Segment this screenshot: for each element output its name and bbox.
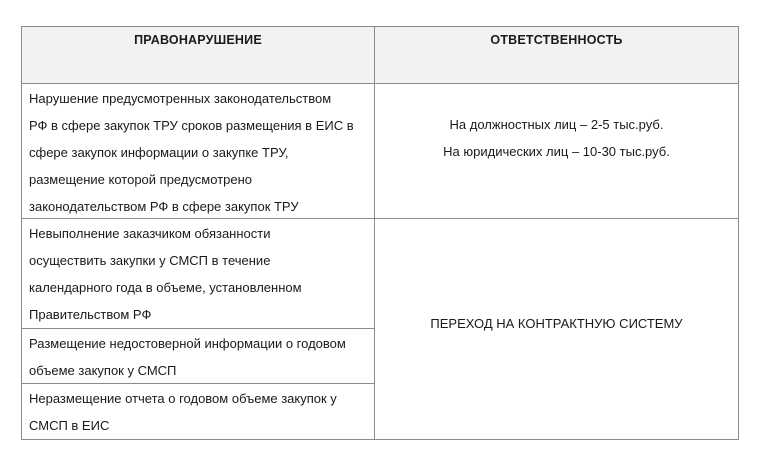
violation-text-line: сфере закупок информации о закупке ТРУ, [29, 145, 289, 160]
violation-text-line: объеме закупок у СМСП [29, 363, 177, 378]
violation-text-line: Правительством РФ [29, 307, 152, 322]
header-violation-label: ПРАВОНАРУШЕНИЕ [134, 33, 262, 47]
violation-text-line: календарного года в объеме, установленном [29, 280, 302, 295]
violation-text-line: РФ в сфере закупок ТРУ сроков размещения в ЕИС в [29, 118, 354, 133]
violation-text-line: Нарушение предусмотренных законодательством [29, 91, 332, 106]
responsibility-cell-contract-system [375, 219, 738, 439]
header-responsibility-label: ОТВЕТСТВЕННОСТЬ [490, 33, 623, 47]
header-cell-violation [22, 27, 374, 83]
violation-text-line: Невыполнение заказчиком обязанности [29, 226, 271, 241]
violation-text-line: осуществить закупки у СМСП в течение [29, 253, 271, 268]
violation-text-line: размещение которой предусмотрено [29, 172, 253, 187]
violation-cell-deadlines [22, 84, 374, 218]
violations-table [21, 26, 739, 440]
fine-officials: На должностных лиц – 2-5 тыс.руб. [449, 117, 664, 132]
violation-text-line: Размещение недостоверной информации о годовом [29, 336, 346, 351]
violation-cell-false-info [22, 329, 374, 383]
header-cell-responsibility [375, 27, 738, 83]
contract-system-transition: ПЕРЕХОД НА КОНТРАКТНУЮ СИСТЕМУ [430, 316, 683, 331]
violation-text-line: законодательством РФ в сфере закупок ТРУ [29, 199, 299, 214]
violation-cell-smsp-obligation [22, 219, 374, 328]
violation-text-line: СМСП в ЕИС [29, 418, 110, 433]
fine-legal-entities: На юридических лиц – 10-30 тыс.руб. [443, 144, 670, 159]
violation-cell-report-missing [22, 384, 374, 439]
violation-text-line: Неразмещение отчета о годовом объеме закупок у [29, 391, 337, 406]
responsibility-cell-fines [375, 84, 738, 218]
